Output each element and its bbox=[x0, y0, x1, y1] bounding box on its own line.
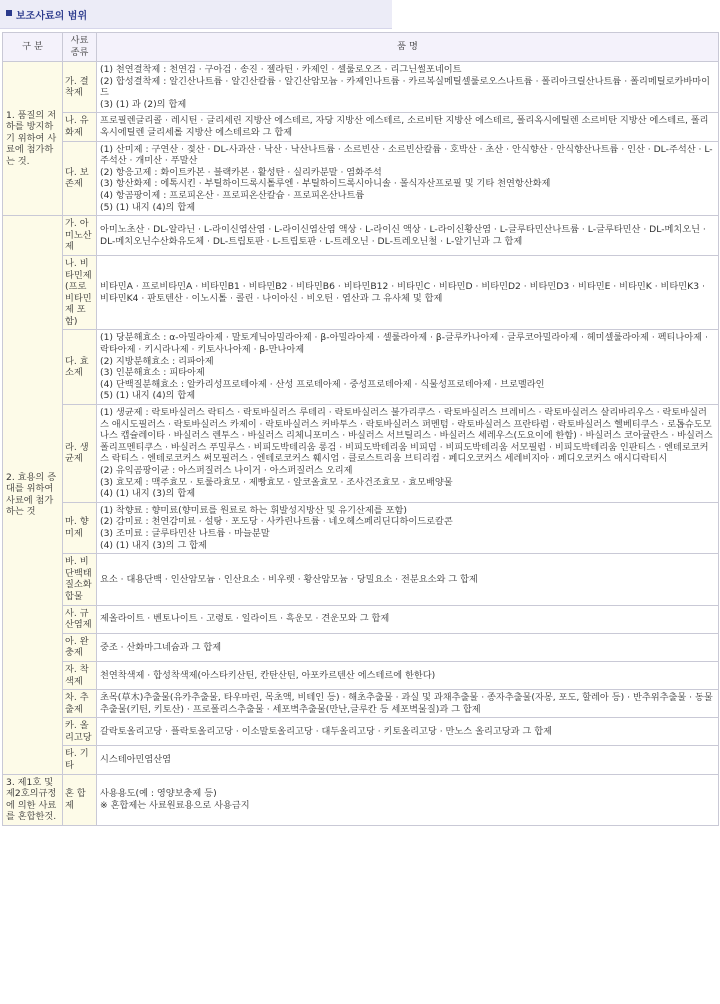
product-line: 아미노초산 · DL-알라닌 · L-라이신염산염 · L-라이신염산염 액상 · L-라이신 액상 · L-라이신황산염 · L-글루타민산나트륨 · L-글루타민산 · DL-메치오닌 · DL-메치오닌수산화유도체 · DL-트립토판 · L-트립토판 · L-트레오닌 · DL-트레오닌철 · L-알기닌과 그 합제 bbox=[100, 223, 706, 247]
feed-type-cell: 가. 아미노산제 bbox=[63, 216, 97, 256]
product-line: ※ 혼합제는 사료원료용으로 사용금지 bbox=[100, 799, 250, 811]
table-row bbox=[3, 141, 719, 216]
section-title: 보조사료의 범위 bbox=[16, 11, 88, 22]
product-names-cell bbox=[97, 62, 719, 113]
product-names-cell bbox=[97, 330, 719, 405]
purpose-cell: 1. 품질의 저하를 방지하기 위하여 사료에 첨가하는 것. bbox=[3, 62, 63, 216]
feed-type-cell: 혼 합 제 bbox=[63, 774, 97, 825]
table-row bbox=[3, 746, 719, 774]
title-bullet-icon bbox=[6, 10, 12, 16]
feed-type-cell: 아. 완충제 bbox=[63, 633, 97, 661]
product-line: (3) 효모제 : 맥주효모 · 토룰라효모 · 제빵효모 · 알코올효모 · 조사건조효모 · 효모배양물 bbox=[100, 476, 453, 488]
product-line: 초목(草木)추출물(유카추출물, 타우마린, 목초액, 비테인 등) · 해초추출물 · 과실 및 과채추출물 · 종자추출물(자몽, 포도, 할레아 등) · 반추위추출물 · 동물추출물(키틴, 키토산) · 프로폴리스추출물 · 세포벽추출물(만난,글루칸 등 세포벽물질)과 그 합제 bbox=[100, 692, 713, 715]
feed-type-cell: 차. 추출제 bbox=[63, 690, 97, 718]
table-row bbox=[3, 661, 719, 689]
product-line: 중조 · 산화마그네슘과 그 합제 bbox=[100, 641, 222, 653]
product-line: (2) 감미료 : 천연감미료 · 설탕 · 포도당 · 사카린나트륨 · 네오헤스페리딘디하이드로칼콘 bbox=[100, 516, 453, 528]
product-line: (1) 착향료 : 향미료(향미료를 원료로 하는 휘발성지방산 및 유기산제를 포함) bbox=[100, 504, 407, 516]
table-row bbox=[3, 774, 719, 825]
table-row bbox=[3, 633, 719, 661]
product-line: 프로필렌글리콜 · 레시틴 · 글리세린 지방산 에스테르, 자당 지방산 에스테르, 소르비탄 지방산 에스테르, 폴리옥시에틸렌 소르비탄 지방산 에스테르, 폴리옥시에틸렌 글리세롤 지방산 에스테르와 그 합제 bbox=[100, 115, 709, 138]
product-names-cell bbox=[97, 255, 719, 330]
product-line: 요소 · 대용단백 · 인산암모늄 · 인산요소 · 비우렛 · 황산암모늄 · 당밀요소 · 전분요소와 그 합제 bbox=[100, 573, 478, 585]
product-line: (4) 항곰팡이제 : 프로피온산 · 프로피온산칼슘 · 프로피온산나트륨 bbox=[100, 189, 365, 201]
feed-supplement-table bbox=[2, 32, 719, 826]
product-line: 비타민A · 프로비타민A · 비타민B1 · 비타민B2 · 비타민B6 · 비타민B12 · 비타민C · 비타민D · 비타민D2 · 비타민D3 · 비타민E · 비타민K · 비타민K3 · 비타민K4 · 판토텐산 · 이노시톨 · 콜린 · 나이아신 · 비오틴 · 엽산과 그 유사체 및 합제 bbox=[100, 281, 705, 304]
product-names-cell bbox=[97, 661, 719, 689]
table-row bbox=[3, 718, 719, 746]
purpose-cell: 3. 제1호 및 제2호의규정에 의한 사료를 혼합한것. bbox=[3, 774, 63, 825]
feed-type-cell: 카. 올리고당 bbox=[63, 718, 97, 746]
product-line: (4) (1) 내지 (3)의 그 합제 bbox=[100, 539, 207, 551]
product-line: 제올라이트 · 벤토나이트 · 고령토 · 일라이트 · 흑운모 · 견운모와 그 합제 bbox=[100, 613, 390, 625]
product-names-cell bbox=[97, 113, 719, 141]
product-names-cell bbox=[97, 405, 719, 503]
feed-type-cell: 나. 유화제 bbox=[63, 113, 97, 141]
product-line: (4) 단백질분해효소 : 알카리성프로테아제 · 산성 프로테아제 · 중성프로테아제 · 식물성프로테아제 · 브로멜라인 bbox=[100, 378, 545, 390]
product-line: (2) 지방분해효소 : 리파아제 bbox=[100, 355, 214, 367]
table-row bbox=[3, 330, 719, 405]
product-names-cell bbox=[97, 605, 719, 633]
table-row bbox=[3, 554, 719, 605]
product-line: (5) (1) 내지 (4)의 합제 bbox=[100, 390, 196, 402]
product-line: (3) (1) 과 (2)의 합제 bbox=[100, 98, 187, 110]
table-row bbox=[3, 216, 719, 256]
product-line: (5) (1) 내지 (4)의 합제 bbox=[100, 201, 196, 213]
product-line: 천연착색제 · 합성착색제(아스타키산틴, 칸탄산틴, 아포카르텐산 에스테르에 한한다) bbox=[100, 669, 436, 681]
product-line: (2) 항응고제 : 화이트카본 · 블랙카본 · 활성탄 · 실리카분말 · 염화주석 bbox=[100, 166, 382, 178]
table-row bbox=[3, 113, 719, 141]
product-line: 사용용도(예 : 영양보충제 등) bbox=[100, 788, 217, 800]
section-title-bar bbox=[0, 0, 392, 29]
product-line: (3) 조미료 : 글루타민산 나트륨 · 마늘분말 bbox=[100, 527, 270, 539]
product-names-cell bbox=[97, 502, 719, 553]
product-names-cell bbox=[97, 718, 719, 746]
product-line: (3) 항산화제 : 에톡시킨 · 부틸하이드록시톨루엔 · 부틸하이드록시아니솔 · 몰식자산프로필 및 기타 천연항산화제 bbox=[100, 178, 551, 190]
feed-type-cell: 타. 기타 bbox=[63, 746, 97, 774]
product-names-cell bbox=[97, 216, 719, 256]
table-row bbox=[3, 502, 719, 553]
header-feed-type: 사료 종류 bbox=[63, 33, 97, 62]
feed-type-cell: 가. 결착제 bbox=[63, 62, 97, 113]
feed-type-cell: 바. 비단백태질소화합물 bbox=[63, 554, 97, 605]
product-line: 갈락토올리고당 · 플락토올리고당 · 이소말토올리고당 · 대두올리고당 · 키토올리고당 · 만노스 올리고당과 그 합제 bbox=[100, 726, 552, 738]
product-line: (2) 유익곰팡이균 : 아스퍼질러스 나이거 · 아스퍼질러스 오리제 bbox=[100, 465, 353, 476]
feed-type-cell: 자. 착색제 bbox=[63, 661, 97, 689]
purpose-cell: 2. 효용의 증대를 위하여 사료에 첨가하는 것 bbox=[3, 216, 63, 775]
table-row bbox=[3, 605, 719, 633]
product-line: (2) 합성결착제 : 알긴산나트륨 · 알긴산칼륨 · 알긴산암모늄 · 카제인나트륨 · 카르복실메틸셀룰로오스나트륨 · 폴리아크릴산나트륨 · 폴리메틸로카바마이드 bbox=[100, 75, 710, 99]
feed-type-cell: 사. 규산염제 bbox=[63, 605, 97, 633]
product-line: (1) 천연결착제 : 천연검 · 구아검 · 송진 · 젤라틴 · 카제인 · 셀룰로오즈 · 리그닌썰포네이트 bbox=[100, 64, 462, 75]
header-product-name: 품 명 bbox=[97, 33, 719, 62]
product-names-cell bbox=[97, 690, 719, 718]
product-names-cell bbox=[97, 746, 719, 774]
product-line: (4) (1) 내지 (3)의 합제 bbox=[100, 488, 196, 500]
product-names-cell bbox=[97, 141, 719, 216]
table-row bbox=[3, 690, 719, 718]
table-body bbox=[3, 62, 719, 826]
feed-type-cell: 마. 향미제 bbox=[63, 502, 97, 553]
table-row bbox=[3, 62, 719, 113]
feed-type-cell: 다. 보존제 bbox=[63, 141, 97, 216]
product-names-cell bbox=[97, 774, 719, 825]
product-line: 시스테아민염산염 bbox=[100, 754, 172, 766]
header-category: 구 분 bbox=[3, 33, 63, 62]
table-header-row bbox=[3, 33, 719, 62]
table-row bbox=[3, 255, 719, 330]
product-names-cell bbox=[97, 633, 719, 661]
product-names-cell bbox=[97, 554, 719, 605]
product-line: (1) 생균제 : 락토바실러스 락티스 · 락토바실러스 루테리 · 락토바실러스 불가리쿠스 · 락토바실러스 브레비스 · 락토바실러스 살리바리우스 · 락토바실러스 애시도필러스 · 락토바실러스 카제이 · 락토바실러스 커바투스 · 락토바실러스 퍼멘텀 · 락토바실러스 프란타럼 · 락토바실러스 헬베티쿠스 · 로톱슈도모나스 캡슐레이타 · 바실러스 렌투스 · 바실러스 리체니포미스 · 바실러스 서브틸리스 · 바실러스 세레우스(도요이에 한함) · 바실러스 코아귤란스 · 바실러스 폴리프멘티쿠스 · 바실러스 푸밀루스 · 비피도박테리움 롱검 · 비피도박테리움 비피덤 · 비피도박테리움 서모필럼 · 비피도박테리움 인판티스 · 엔테로코커스 락티스 · 엔테로코커스 써모필러스 · 엔테로코커스 훼시엄 · 클로스트리움 브티리컴 · 페디오코커스 세레비지아 · 페디오코커스 애시디락티시 bbox=[100, 407, 713, 465]
product-line: (1) 산미제 : 구연산 · 젖산 · DL-사과산 · 낙산 · 낙산나트륨 · 소르빈산 · 소르빈산칼륨 · 호박산 · 초산 · 안식향산 · 안식향산나트륨 · 인산 · DL-주석산 · L-주석산 · 개미산 · 푸말산 bbox=[100, 143, 713, 167]
feed-type-cell: 라. 생균제 bbox=[63, 405, 97, 503]
feed-type-cell: 다. 효소제 bbox=[63, 330, 97, 405]
product-line: (1) 당분해효소 : α-아밀라아제 · 말토게닉아밀라아제 · β-아밀라아제 · 셀룰라아제 · β-글루카나아제 · 글루코아밀라아제 · 헤미셀룰라아제 · 펙티나아제 · 락타아제 · 키시라나제 · 키토사나아제 · β-만나아제 bbox=[100, 332, 708, 356]
feed-type-cell: 나. 비타민제(프로비타민제 포함) bbox=[63, 255, 97, 330]
product-line: (3) 인분해효소 : 피타아제 bbox=[100, 367, 205, 379]
table-row bbox=[3, 405, 719, 503]
